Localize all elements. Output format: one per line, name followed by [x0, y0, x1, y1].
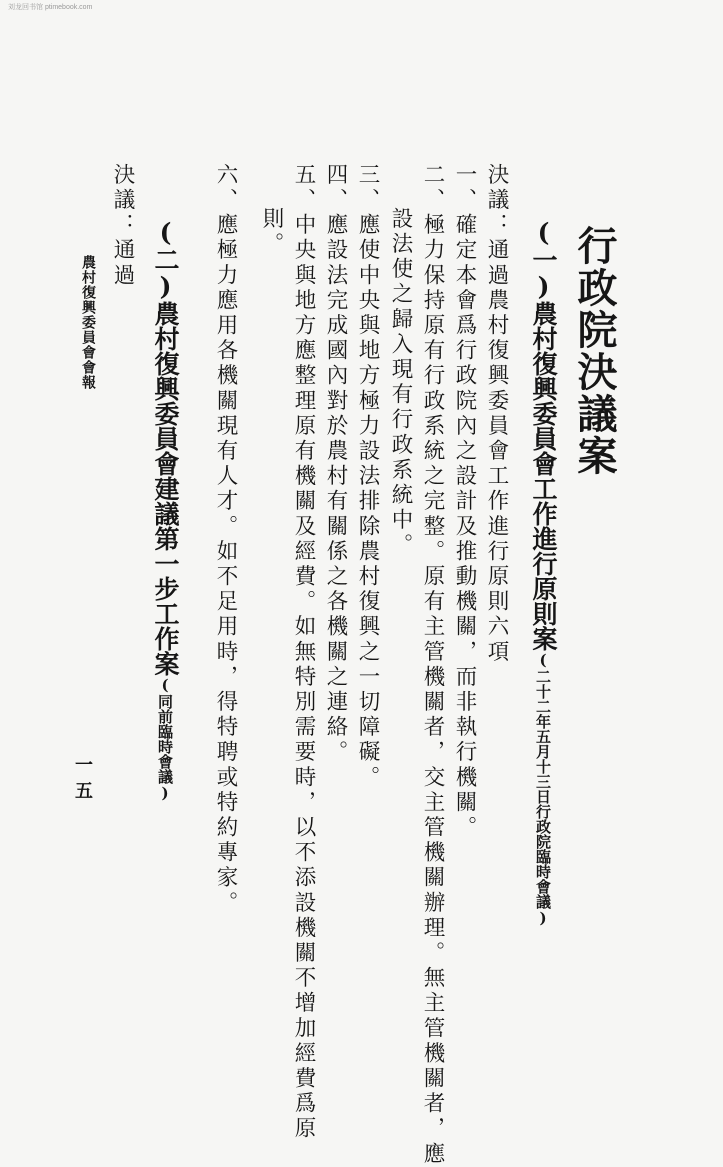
- running-head: 農村復興委員會會報: [80, 255, 96, 390]
- page-title: 行政院決議案: [571, 225, 618, 477]
- section-1-heading: [525, 218, 561, 927]
- principle-5-continued: 則。: [259, 207, 284, 258]
- section-2-heading: [147, 218, 183, 802]
- principle-6: 六、應極力應用各機關現有人才。如不足用時，得特聘或特約專家。: [213, 163, 238, 916]
- section-2-note: (同前臨時會議): [156, 676, 174, 802]
- principle-2-continued: 設法使之歸入現有行政系統中。: [388, 207, 413, 559]
- principle-2: 二、極力保持原有行政系統之完整。原有主管機關者，交主管機關辦理。無主管機關者，應: [420, 163, 445, 1167]
- principle-5: 五、中央與地方應整理原有機關及經費。如無特別需要時，以不添設機關不增加經費爲原: [291, 163, 316, 1142]
- section-1-decision: 決議：通過農村復興委員會工作進行原則六項: [484, 163, 509, 665]
- page-number: 一五: [72, 755, 93, 807]
- section-1-heading-text: (一)農村復興委員會工作進行原則案: [529, 218, 558, 651]
- section-2-heading-text: (二)農村復興委員會建議第一步工作案: [151, 218, 180, 676]
- principle-1: 一、確定本會爲行政院內之設計及推動機關，而非執行機關。: [452, 163, 477, 841]
- section-1-note: (二十二年五月十三日行政院臨時會議): [534, 651, 552, 927]
- watermark: 刘龙回书馆 ptimebook.com: [8, 4, 93, 11]
- section-2-decision: 決議：通過: [110, 163, 135, 289]
- principle-4: 四、應設法完成國內對於農村有關係之各機關之連絡。: [323, 163, 348, 766]
- principle-3: 三、應使中央與地方極力設法排除農村復興之一切障礙。: [355, 163, 380, 791]
